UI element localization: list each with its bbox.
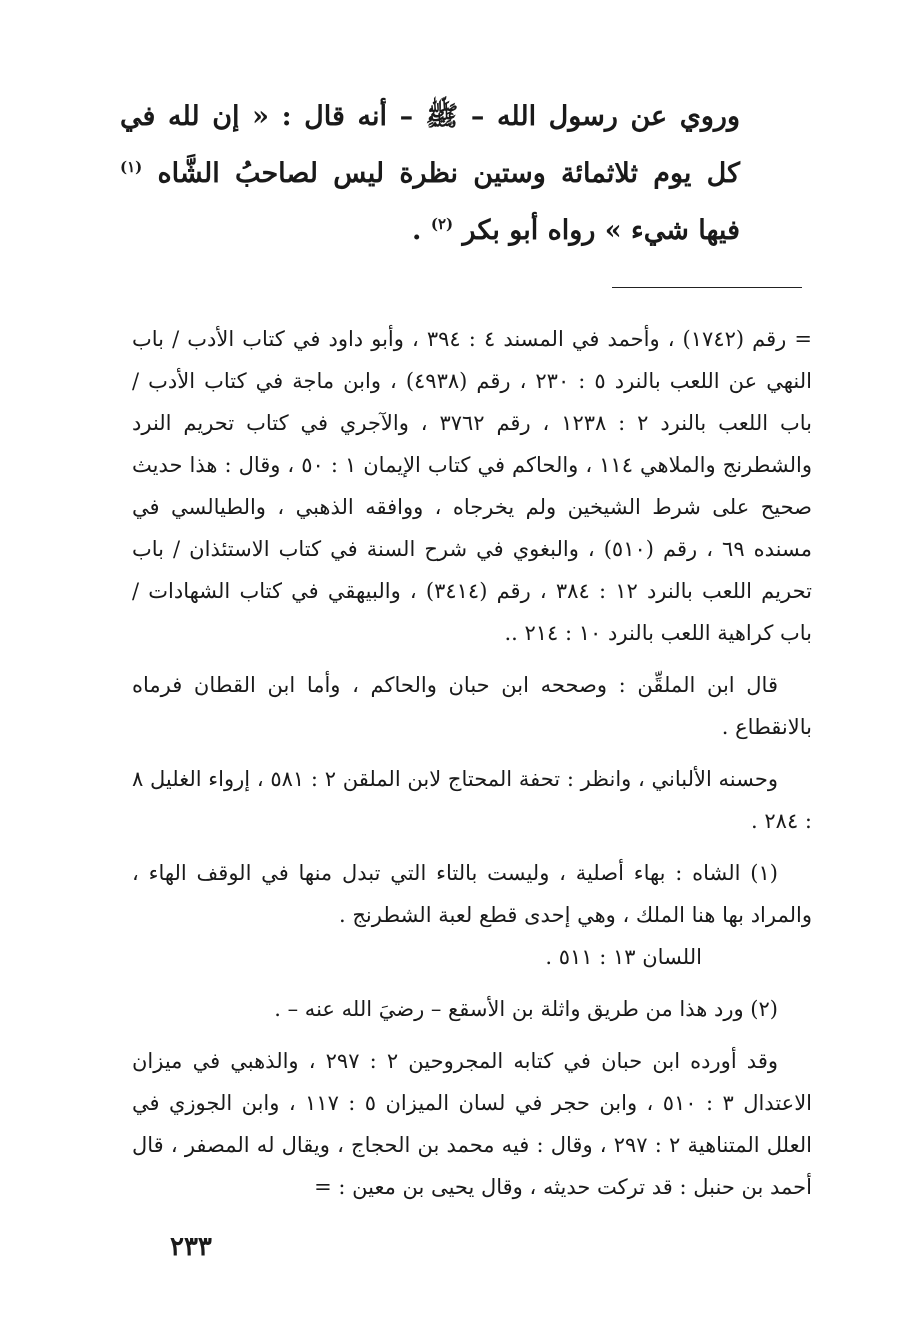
main-paragraph [120,88,740,259]
main-line-2b: فيها شيء » رواه [547,215,740,246]
main-line-3a: أبو بكر [462,215,539,246]
footnote-1: (١) الشاه : بهاء أصلية ، وليست بالتاء التي تبدل منها في الوقف الهاء ، والمراد بها هنا الملك ، وهي إحدى قطع لعبة الشطرنج . [132,861,812,927]
main-text [120,88,740,259]
footnote-ref-1: (١) [120,158,143,176]
main-line-2a: ثلاثمائة وستين نظرة ليس لصاحبُ الشَّاه [157,158,638,189]
footnote-separator [612,287,802,288]
page-number: ٢٣٣ [170,1232,212,1262]
footnote-1-source: اللسان ١٣ : ٥١١ . [545,945,702,969]
main-line-3b: . [412,215,422,246]
footnote-continuation-ibn-mulaqqin: قال ابن الملقِّن : وصححه ابن حبان والحاكم ، وأما ابن القطان فرماه بالانقطاع . [132,673,812,739]
footnote-ref-2: (٢) [430,215,454,233]
main-line-1: وروي عن رسول الله – ﷺ – أنه قال : « إن لله في كل يوم [120,101,740,189]
footnote-continuation-citations: = رقم (١٧٤٢) ، وأحمد في المسند ٤ : ٣٩٤ ، وأبو داود في كتاب الأدب / باب النهي عن اللعب بالنرد ٥ : ٢٣٠ ، رقم (٤٩٣٨) ، وابن ماجة في كتاب الأدب / باب اللعب بالنرد ٢ : ١٢٣٨ ، رقم ٣٧٦٢ ، والآجري في كتاب تحريم النرد والشطرنج والملاهي ١١٤ ، والحاكم في كتاب الإيمان ١ : ٥٠ ، وقال : هذا حديث صحيح على شرط الشيخين ولم يخرجاه ، ووافقه الذهبي ، والطيالسي في مسنده ٦٩ ، رقم (٥١٠) ، والبغوي في شرح السنة في كتاب الاستئذان / باب تحريم اللعب بالنرد ١٢ : ٣٨٤ ، رقم (٣٤١٤) ، والبيهقي في كتاب الشهادات / باب كراهية اللعب بالنرد ١٠ : ٢١٤ .. [132,327,813,645]
footnote-2: (٢) ورد هذا من طريق واثلة بن الأسقع – رضيَ الله عنه – . [274,997,778,1021]
footnote-2-details: وقد أورده ابن حبان في كتابه المجروحين ٢ : ٢٩٧ ، والذهبي في ميزان الاعتدال ٣ : ٥١٠ ، وابن حجر في لسان الميزان ٥ : ١١٧ ، وابن الجوزي في العلل المتناهية ٢ : ٢٩٧ ، وقال : فيه محمد بن الحجاج ، ويقال له المصفر ، قال أحمد بن حنبل : قد تركت حديثه ، وقال يحيى بن معين : = [132,1049,813,1199]
footnotes [132,318,812,1208]
footnote-continuation-albani: وحسنه الألباني ، وانظر : تحفة المحتاج لابن الملقن ٢ : ٥٨١ ، إرواء الغليل ٨ : ٢٨٤ . [132,767,812,833]
